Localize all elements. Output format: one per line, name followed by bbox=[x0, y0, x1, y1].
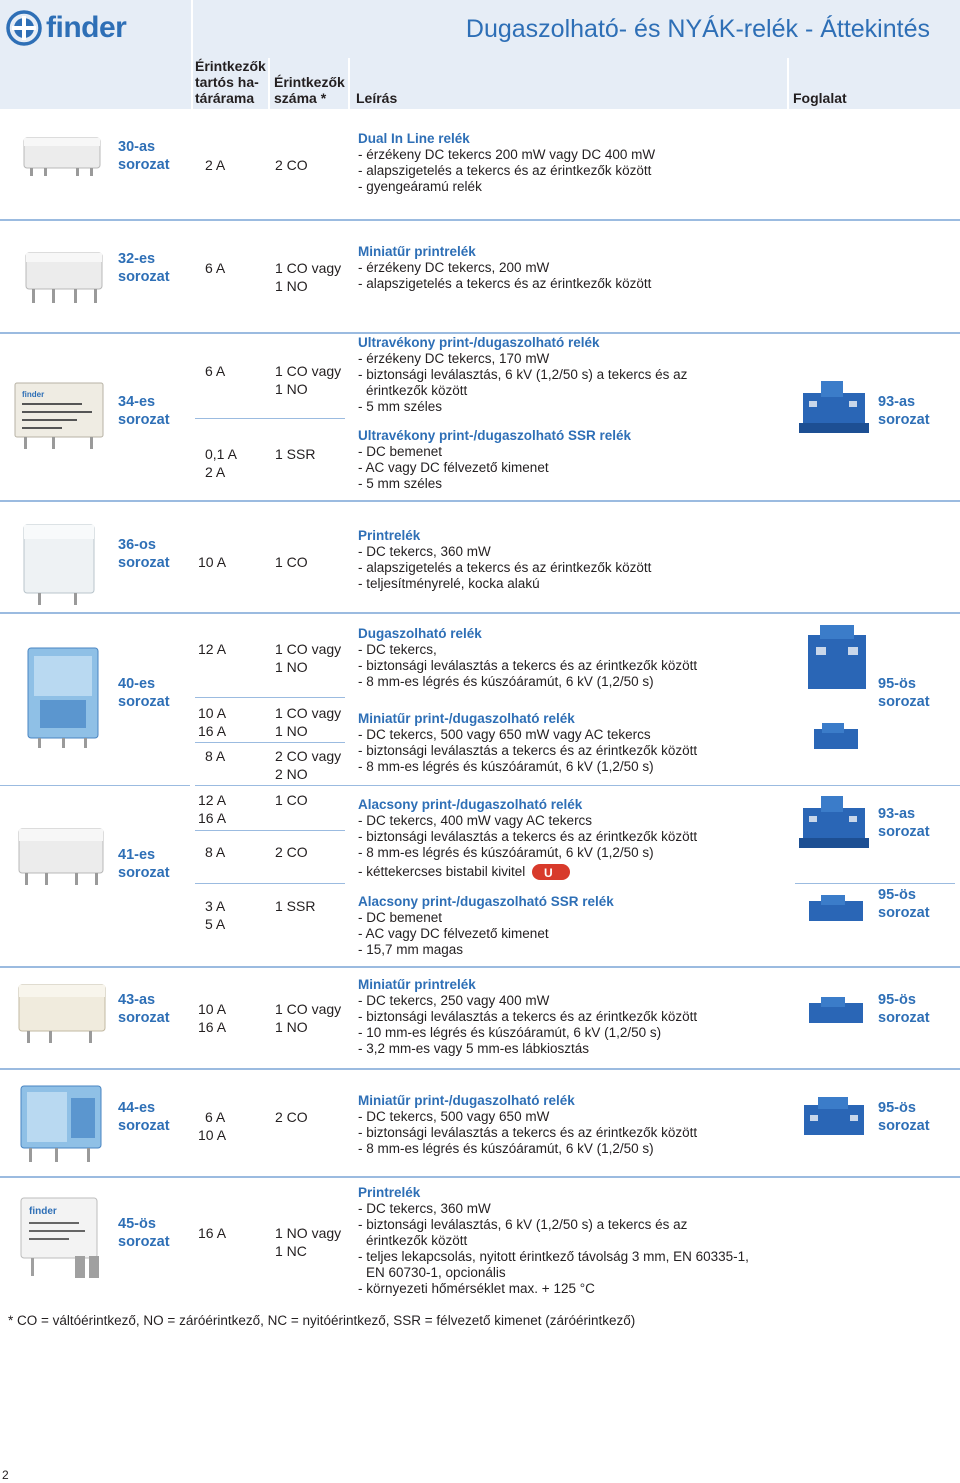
page-number: 2 bbox=[2, 1468, 9, 1482]
relay-44-image bbox=[15, 1078, 110, 1170]
series-41-contacts-3: 1 SSR bbox=[275, 898, 316, 914]
relay-43-image bbox=[15, 975, 110, 1055]
series-36-current: 10 A bbox=[198, 554, 227, 570]
series-40-contacts-3: 2 CO vagy 2 NO bbox=[275, 748, 342, 782]
column-divider bbox=[348, 58, 350, 109]
series-41-contacts-1: 1 CO bbox=[275, 792, 308, 808]
row-divider bbox=[0, 785, 190, 786]
svg-text:finder: finder bbox=[22, 390, 45, 399]
series-34-label: 34-es sorozat bbox=[118, 394, 170, 428]
series-40-description-2: Miniatűr print-/dugaszolható relék - DC tekercs, 500 vagy 650 mW vagy AC tekercs - biztonsági leválasztás a tekercs és az érintkezők között - 8 mm-es légrés és kúszóáramút, 6 kV (1,2/50 s) bbox=[358, 711, 698, 774]
series-36-description: Printrelék - DC tekercs, 360 mW - alapszigetelés a tekercs és az érintkezők között - teljesítményrelé, kocka alakú bbox=[358, 528, 652, 591]
series-41-current-1: 12 A 16 A bbox=[198, 792, 227, 826]
relay-36-image bbox=[18, 515, 108, 610]
svg-text:finder: finder bbox=[29, 1206, 57, 1217]
series-36-label: 36-os sorozat bbox=[118, 537, 170, 571]
brand-wordmark: finder bbox=[46, 11, 127, 44]
series-30-current: 2 A bbox=[205, 157, 226, 173]
series-34-current-1: 6 A bbox=[205, 363, 226, 379]
svg-text:U: U bbox=[544, 866, 553, 880]
socket-95-image bbox=[800, 625, 875, 765]
cell-divider bbox=[195, 742, 345, 743]
series-36-contacts: 1 CO bbox=[275, 554, 308, 570]
series-41-contacts-2: 2 CO bbox=[275, 844, 308, 860]
relay-40-image bbox=[20, 638, 105, 753]
series-34-socket: 93-as sorozat bbox=[878, 394, 930, 428]
series-34-description-2: Ultravékony print-/dugaszolható SSR relék - DC bemenet - AC vagy DC félvezető kimenet - 5 mm széles bbox=[358, 428, 632, 491]
series-32-contacts: 1 CO vagy 1 NO bbox=[275, 260, 342, 294]
series-40-socket: 95-ös sorozat bbox=[878, 676, 930, 710]
header-contacts: Érintkezők száma * bbox=[274, 74, 345, 106]
series-41-label: 41-es sorozat bbox=[118, 847, 170, 881]
header-description: Leírás bbox=[356, 90, 398, 106]
series-34-contacts-2: 1 SSR bbox=[275, 446, 316, 462]
series-41-socket-2: 95-ös sorozat bbox=[878, 887, 930, 921]
series-40-contacts-2: 1 CO vagy 1 NO bbox=[275, 705, 342, 739]
series-44-label: 44-es sorozat bbox=[118, 1100, 170, 1134]
column-divider bbox=[191, 0, 193, 1300]
row-divider bbox=[0, 1068, 960, 1070]
series-41-current-2: 8 A bbox=[205, 844, 226, 860]
series-40-contacts-1: 1 CO vagy 1 NO bbox=[275, 641, 342, 675]
row-divider bbox=[0, 612, 960, 614]
series-30-description: Dual In Line relék - érzékeny DC tekercs 200 mW vagy DC 400 mW - alapszigetelés a tekercs és az érintkezők között - gyengeáramú relék bbox=[358, 131, 656, 194]
row-divider bbox=[0, 966, 960, 968]
bistable-coil-icon bbox=[531, 861, 571, 883]
series-43-description: Miniatűr printrelék - DC tekercs, 250 vagy 400 mW - biztonsági leválasztás a tekercs és az érintkezők között - 10 mm-es légrés és kúszóáramút, 6 kV (1,2/50 s) - 3,2 mm-es vagy 5 mm-es lábkiosztás bbox=[358, 977, 698, 1056]
series-43-contacts: 1 CO vagy 1 NO bbox=[275, 1001, 342, 1035]
cell-divider bbox=[195, 418, 345, 419]
socket-93-image bbox=[795, 790, 875, 865]
series-34-contacts-1: 1 CO vagy 1 NO bbox=[275, 363, 342, 397]
socket-93-image bbox=[795, 375, 875, 450]
row-divider bbox=[0, 332, 960, 334]
relay-41-image bbox=[15, 815, 110, 895]
series-43-socket: 95-ös sorozat bbox=[878, 992, 930, 1026]
series-45-current: 16 A bbox=[198, 1225, 227, 1241]
relay-34-image bbox=[12, 375, 107, 455]
relay-30-image bbox=[20, 130, 105, 180]
page-title: Dugaszolható- és NYÁK-relék - Áttekintés bbox=[465, 15, 930, 43]
row-divider bbox=[0, 219, 960, 221]
series-44-contacts: 2 CO bbox=[275, 1109, 308, 1125]
finder-logo-icon bbox=[6, 10, 42, 46]
series-32-label: 32-es sorozat bbox=[118, 251, 170, 285]
footnote: * CO = váltóérintkező, NO = záróérintkező, NC = nyitóérintkező, SSR = félvezető kimenet (záróérintkező) bbox=[8, 1313, 636, 1328]
series-43-label: 43-as sorozat bbox=[118, 992, 170, 1026]
series-41-description-2: Alacsony print-/dugaszolható SSR relék - DC bemenet - AC vagy DC félvezető kimenet - 15,7 mm magas bbox=[358, 894, 614, 957]
relay-45-image bbox=[15, 1190, 110, 1290]
series-44-socket: 95-ös sorozat bbox=[878, 1100, 930, 1134]
column-divider bbox=[787, 58, 789, 109]
socket-95-image bbox=[805, 995, 870, 1030]
finder-logo bbox=[6, 10, 126, 46]
series-30-contacts: 2 CO bbox=[275, 157, 308, 173]
row-divider bbox=[195, 785, 960, 786]
series-41-current-3: 3 A 5 A bbox=[205, 898, 226, 932]
header-range: Érintkezők tartós ha- tárárama bbox=[195, 58, 266, 106]
series-30-label: 30-as sorozat bbox=[118, 139, 170, 173]
series-40-current-1: 12 A bbox=[198, 641, 227, 657]
series-32-current: 6 A bbox=[205, 260, 226, 276]
series-32-description: Miniatűr printrelék - érzékeny DC tekercs, 200 mW - alapszigetelés a tekercs és az érintkezők között bbox=[358, 244, 652, 291]
cell-divider bbox=[795, 883, 955, 884]
series-44-current: 6 A 10 A bbox=[198, 1109, 227, 1143]
series-45-label: 45-ös sorozat bbox=[118, 1216, 170, 1250]
socket-95-image bbox=[805, 893, 870, 928]
cell-divider bbox=[195, 883, 345, 884]
relay-32-image bbox=[22, 245, 107, 310]
series-34-description-1: Ultravékony print-/dugaszolható relék - érzékeny DC tekercs, 170 mW - biztonsági leválasztás, 6 kV (1,2/50 s) a tekercs és az érintkezők között - 5 mm széles bbox=[358, 335, 688, 414]
series-40-current-2: 10 A 16 A bbox=[198, 705, 227, 739]
series-40-label: 40-es sorozat bbox=[118, 676, 170, 710]
series-44-description: Miniatűr print-/dugaszolható relék - DC tekercs, 500 vagy 650 mW - biztonsági leválasztás a tekercs és az érintkezők között - 8 mm-es légrés és kúszóáramút, 6 kV (1,2/50 s) bbox=[358, 1093, 698, 1156]
socket-95-image bbox=[800, 1095, 870, 1145]
series-41-socket-1: 93-as sorozat bbox=[878, 806, 930, 840]
row-divider bbox=[0, 500, 960, 502]
series-34-current-2: 0,1 A 2 A bbox=[205, 446, 237, 480]
cell-divider bbox=[195, 697, 345, 698]
header-socket: Foglalat bbox=[793, 90, 847, 106]
row-divider bbox=[0, 1176, 960, 1178]
series-45-description: Printrelék - DC tekercs, 360 mW - biztonsági leválasztás, 6 kV (1,2/50 s) a tekercs és az érintkezők között - teljes lekapcsolás, nyitott érintkező távolság 3 mm, EN 60335-1, EN 60730-1, opcionális - környezeti hőmérséklet max. + 125 °C bbox=[358, 1185, 749, 1296]
series-40-description-1: Dugaszolható relék - DC tekercs, - biztonsági leválasztás a tekercs és az érintkezők között - 8 mm-es légrés és kúszóáramút, 6 kV (1,2/50 s) bbox=[358, 626, 698, 689]
series-45-contacts: 1 NO vagy 1 NC bbox=[275, 1225, 342, 1259]
series-40-current-3: 8 A bbox=[205, 748, 226, 764]
series-41-description-1: Alacsony print-/dugaszolható relék - DC tekercs, 400 mW vagy AC tekercs - biztonsági leválasztás a tekercs és az érintkezők között - 8 mm-es légrés és kúszóáramút, 6 kV (1,2/50 s) - kéttekercses bistabil kivitel U bbox=[358, 797, 697, 883]
cell-divider bbox=[195, 830, 345, 831]
series-43-current: 10 A 16 A bbox=[198, 1001, 227, 1035]
column-divider bbox=[268, 58, 270, 109]
